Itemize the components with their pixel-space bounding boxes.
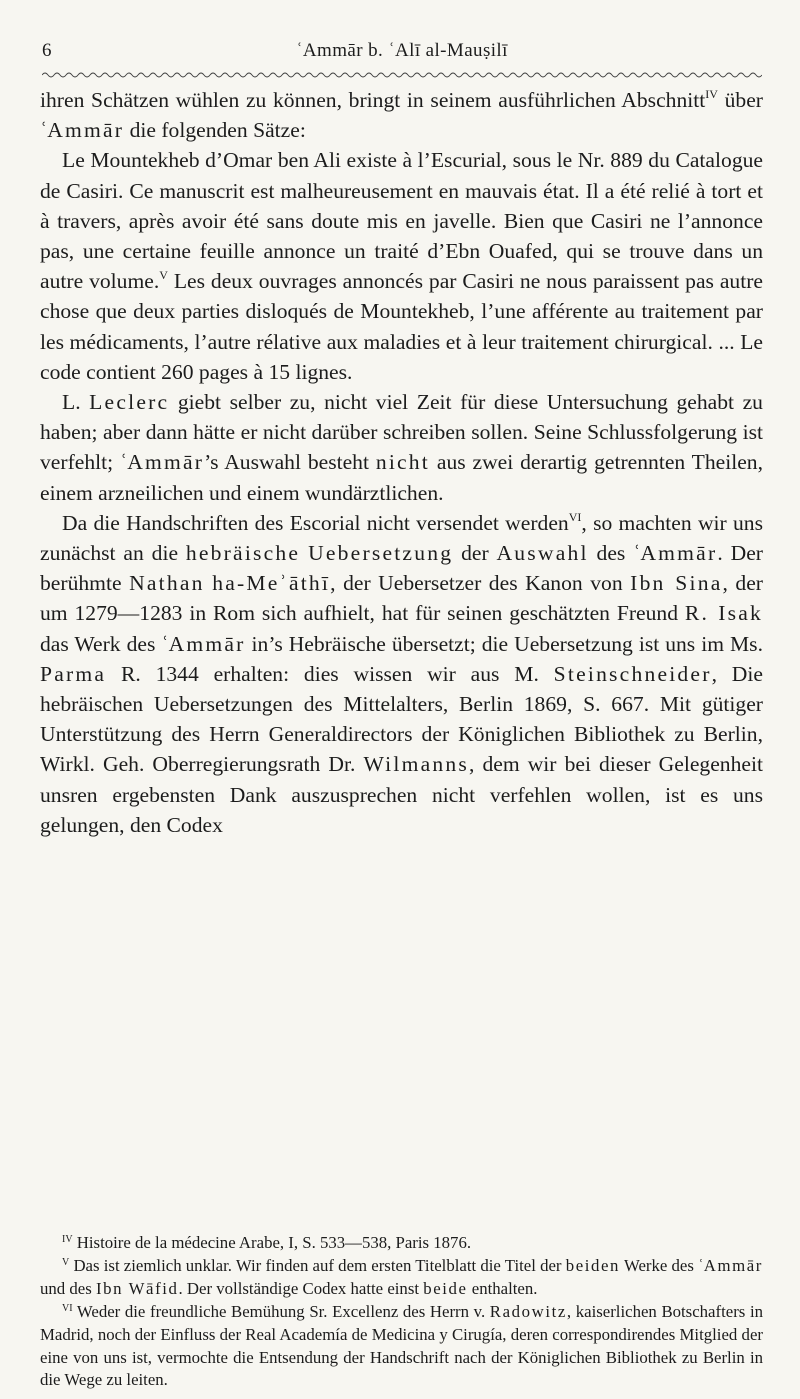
spaced-name: Ammār — [640, 541, 718, 566]
spaced-name: ha-Meʾāthī — [212, 571, 331, 596]
text-run: Weder die freundliche Bemühung Sr. Excellenz des Herrn v. — [72, 1301, 490, 1321]
text-run: Werke des ʿ — [620, 1255, 704, 1275]
spaced-name: Steinschneider — [553, 661, 712, 686]
text-run: . Der vollständige Codex hatte einst — [178, 1278, 424, 1298]
text-run: Histoire de la médecine Arabe, I, S. 533—538, Paris 1876. — [72, 1233, 472, 1252]
quotation-french — [40, 145, 763, 387]
text-run: , so machten wir uns zunächst an die — [40, 510, 763, 566]
spaced-name: Nathan — [129, 571, 205, 596]
spaced-name: Ammār — [127, 450, 205, 475]
footnote-5 — [40, 1255, 763, 1301]
text-run — [300, 541, 308, 565]
spaced-name: Ibn Wāfid — [95, 1278, 179, 1298]
text-run: Das ist ziemlich unklar. Wir finden auf dem ersten Titelblatt die Titel der — [69, 1255, 566, 1275]
spaced-name: Leclerc — [89, 390, 170, 415]
text-run: , kaiserlichen Botschafters in Madrid, noch der Einfluss der Real Academía de Medicina y Cirugía, deren correspondirendes Mitglied der eine von uns ist, vermochte die Entsendung der Handschrift nach der Königlichen Bibliothek zu Berlin in die Wege zu leiten. — [40, 1301, 763, 1390]
text-run: , der Uebersetzer des Kanon von — [330, 571, 631, 596]
text-run: , dem wir bei dieser Gelegenheit unsren ergebensten Dank auszusprechen nicht verfehlen wollen, ist es uns gelungen, den Codex — [40, 752, 763, 837]
spaced-name: Ammār — [47, 118, 125, 143]
text-run: , der um 1279—1283 in Rom sich aufhielt, hat für seinen geschätzten Freund — [40, 571, 763, 626]
text-run: des ʿ — [588, 541, 641, 566]
spaced-name: Ibn Sina — [630, 571, 723, 596]
spaced-emphasis: beide — [423, 1278, 468, 1298]
spaced-emphasis: Auswahl — [496, 541, 589, 566]
text-run: , Die hebräischen Uebersetzungen des Mittelalters, Berlin 1869, S. 667. Mit gütiger Unterstützung des Herrn Generaldirectors der Königlichen Bibliothek zu Berlin, Wirkl. Geh. Oberregierungsrath Dr. — [40, 661, 763, 777]
spaced-name: Ammār — [168, 631, 246, 656]
text-run: . Der berühmte — [40, 541, 763, 596]
footnote-ref-6[interactable]: VI — [568, 509, 582, 524]
footnote-marker: VI — [62, 1302, 73, 1314]
spaced-name: Wilmanns — [363, 752, 469, 777]
spaced-name: Parma — [40, 661, 107, 686]
spaced-name: Ammār — [703, 1255, 763, 1275]
text-run: über ʿ — [40, 88, 763, 143]
ornamental-rule — [42, 69, 762, 81]
text-run: und des — [40, 1278, 96, 1298]
spaced-name: R. Isak — [684, 601, 763, 626]
spaced-name: Radowitz — [489, 1301, 567, 1321]
text-run: enthalten. — [467, 1278, 538, 1298]
text-run: ’s Auswahl besteht — [204, 450, 376, 475]
footnote-ref-5[interactable]: V — [159, 268, 168, 283]
text-run: der — [453, 541, 497, 566]
text-run: Le Mountekheb d’Omar ben Ali existe à l’Escurial, sous le Nr. 889 du Catalogue de Casiri. Ce manuscrit est malheureusement en mauvais état. Il a été relié à tort et à travers, après avoir été sans doute mis en javelle. Bien que Casiri ne l’annonce pas, une certaine feuille annonce un traité d’Ebn Ouafed, qui se trouve dans un autre volume. — [40, 148, 763, 294]
footnote-6 — [40, 1301, 763, 1393]
text-run: Les deux ouvrages annoncés par Casiri ne nous paraissent pas autre chose que deux parties disloqués de Mountekheb, l’une afférente au traitement par les médicaments, l’autre rélative aux maladies et à leur traitement chirurgical. ... Le code contient 260 pages à 15 lignes. — [40, 269, 763, 384]
page-header — [42, 40, 762, 70]
spaced-emphasis: hebräische — [185, 541, 301, 566]
spaced-emphasis: Uebersetzung — [308, 541, 454, 566]
main-text — [40, 85, 763, 840]
text-run: aus zwei derartig getrennten Theilen, einem arzneilichen und einem wundärztlichen. — [40, 450, 764, 505]
text-run: L. — [62, 390, 90, 415]
footnote-marker: IV — [62, 1234, 73, 1245]
text-run: das Werk des ʿ — [40, 631, 169, 656]
spaced-emphasis: beiden — [565, 1255, 621, 1275]
footnotes — [40, 1232, 763, 1392]
footnote-ref-4[interactable]: IV — [705, 87, 718, 101]
spaced-emphasis: nicht — [375, 450, 431, 475]
running-title: ʿAmmār b. ʿAlī al-Mauṣilī — [296, 40, 508, 61]
text-run: giebt selber zu, nicht viel Zeit für diese Untersuchung gehabt zu haben; aber dann hätte er nicht darüber schreiben sollen. Seine Schlussfolgerung ist verfehlt; ʿ — [40, 390, 763, 475]
text-run: Da die Handschriften des Escorial nicht versendet werden — [62, 510, 569, 535]
paragraph-4 — [40, 508, 763, 840]
text-run: R. 1344 erhalten: dies wissen wir aus M. — [106, 661, 554, 686]
text-run: die folgenden Sätze: — [124, 118, 306, 143]
text-run: ihren Schätzen wühlen zu können, bringt in seinem ausführlichen Abschnitt — [40, 88, 706, 112]
page-number: 6 — [42, 40, 52, 61]
text-run: in’s Hebräische übersetzt; die Uebersetzung ist uns im Ms. — [245, 631, 763, 656]
footnote-4 — [40, 1232, 763, 1255]
paragraph-3 — [40, 387, 763, 508]
paragraph-1 — [40, 85, 763, 145]
footnote-marker: V — [62, 1256, 70, 1268]
